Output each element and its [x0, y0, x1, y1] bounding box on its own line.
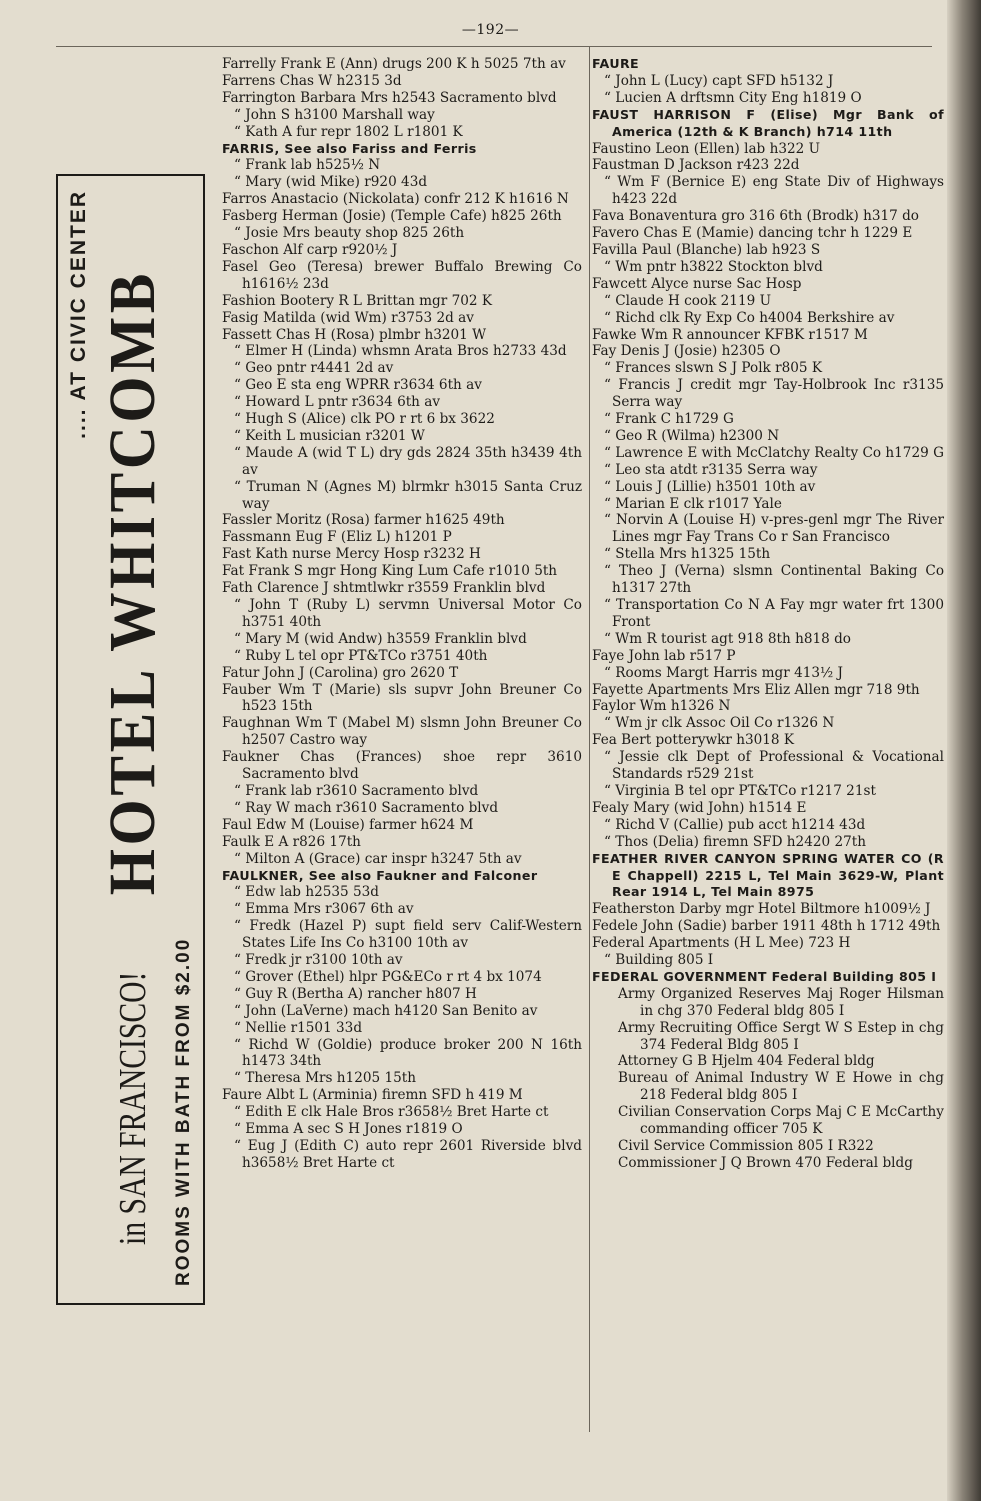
directory-entry: “ Eug J (Edith C) auto repr 2601 Riverside blvd h3658½ Bret Harte ct: [234, 1138, 582, 1171]
directory-entry: “ Rooms Margt Harris mgr 413½ J: [604, 664, 843, 681]
directory-entry: “ Frances slswn S J Polk r805 K: [604, 360, 823, 377]
column-divider: [589, 47, 590, 1432]
ad-hotel-name: HOTEL WHITCOMB: [95, 269, 169, 895]
right-directory-column: [592, 56, 944, 1172]
directory-entry: “ Elmer H (Linda) whsmn Arata Bros h2733 43d: [234, 343, 567, 360]
directory-entry: Federal Apartments (H L Mee) 723 H: [592, 935, 851, 952]
section-heading: FAUST HARRISON F (Elise) Mgr Bank of America (12th & K Branch) h714 11th: [592, 106, 944, 139]
directory-entry: “ Wm F (Bernice E) eng State Div of Highways h423 22d: [604, 174, 944, 208]
directory-entry: Fava Bonaventura gro 316 6th (Brodk) h317 do: [592, 208, 919, 225]
directory-entry: “ Fredk (Hazel P) supt field serv Calif-Western States Life Ins Co h3100 10th av: [234, 918, 582, 952]
directory-entry: “ Grover (Ethel) hlpr PG&ECo r rt 4 bx 1074: [234, 968, 542, 985]
directory-entry: “ Fredk jr r3100 10th av: [234, 952, 403, 969]
directory-entry: “ Emma A sec S H Jones r1819 O: [234, 1121, 463, 1138]
directory-entry: “ Lucien A drftsmn City Eng h1819 O: [604, 89, 862, 106]
directory-entry: “ Edw lab h2535 53d: [234, 884, 379, 901]
directory-entry: Fayette Apartments Mrs Eliz Allen mgr 718 9th: [592, 681, 920, 698]
directory-entry: “ Richd clk Ry Exp Co h4004 Berkshire av: [604, 309, 895, 326]
header-rule: [56, 46, 932, 47]
directory-entry: “ Mary (wid Mike) r920 43d: [234, 174, 428, 191]
directory-entry: “ Hugh S (Alice) clk PO r rt 6 bx 3622: [234, 411, 495, 428]
directory-entry: “ Kath A fur repr 1802 L r1801 K: [234, 123, 463, 140]
directory-entry: Fasel Geo (Teresa) brewer Buffalo Brewing Co h1616½ 23d: [222, 258, 582, 292]
directory-entry: Fealy Mary (wid John) h1514 E: [592, 799, 807, 816]
directory-entry: “ Virginia B tel opr PT&TCo r1217 21st: [604, 782, 876, 799]
directory-entry: Featherston Darby mgr Hotel Biltmore h1009½ J: [592, 901, 931, 918]
directory-entry: “ Theo J (Verna) slsmn Continental Baking Co h1317 27th: [604, 563, 944, 597]
directory-entry: Fawke Wm R announcer KFBK r1517 M: [592, 326, 868, 343]
directory-entry: “ Richd W (Goldie) produce broker 200 N 16th h1473 34th: [234, 1036, 582, 1070]
directory-entry: Fedele John (Sadie) barber 1911 48th h 1712 49th: [592, 918, 941, 935]
directory-entry: “ Keith L musician r3201 W: [234, 427, 425, 444]
directory-entry: Faschon Alf carp r920½ J: [222, 241, 398, 258]
directory-entry: Favero Chas E (Mamie) dancing tchr h 1229 E: [592, 225, 913, 242]
directory-entry: “ Leo sta atdt r3135 Serra way: [604, 461, 818, 478]
ad-location-line: .... AT CIVIC CENTER: [66, 189, 90, 439]
directory-entry: Faulk E A r826 17th: [222, 833, 361, 850]
directory-entry: Faye John lab r517 P: [592, 647, 736, 664]
directory-entry: Fatur John J (Carolina) gro 2620 T: [222, 664, 459, 681]
directory-entry: Fassett Chas H (Rosa) plmbr h3201 W: [222, 326, 487, 343]
directory-entry: “ Geo E sta eng WPRR r3634 6th av: [234, 377, 482, 394]
directory-entry: “ Geo R (Wilma) h2300 N: [604, 427, 780, 444]
directory-entry: “ Jessie clk Dept of Professional & Vocational Standards r529 21st: [604, 749, 944, 783]
directory-entry: Fashion Bootery R L Brittan mgr 702 K: [222, 292, 492, 309]
directory-entry: Faure Albt L (Arminia) firemn SFD h 419 M: [222, 1087, 523, 1104]
directory-entry: Fassler Moritz (Rosa) farmer h1625 49th: [222, 512, 505, 529]
directory-entry: “ Guy R (Bertha A) rancher h807 H: [234, 985, 477, 1002]
directory-entry: Attorney G B Hjelm 404 Federal bldg: [618, 1053, 875, 1070]
directory-entry: “ Frank C h1729 G: [604, 411, 734, 428]
directory-entry: “ Wm pntr h3822 Stockton blvd: [604, 258, 823, 275]
directory-entry: “ Richd V (Callie) pub acct h1214 43d: [604, 816, 866, 833]
section-heading: FEATHER RIVER CANYON SPRING WATER CO (R E Chappell) 2215 L, Tel Main 3629-W, Plant Rear 1914 L, Tel Main 8975: [592, 850, 944, 900]
directory-entry: “ John T (Ruby L) servmn Universal Motor Co h3751 40th: [234, 597, 582, 630]
directory-entry: “ Truman N (Agnes M) blrmkr h3015 Santa Cruz way: [234, 478, 582, 512]
directory-entry: Army Recruiting Office Sergt W S Estep in chg 374 Federal Bldg 805 I: [618, 1019, 944, 1053]
directory-entry: “ Building 805 I: [604, 952, 714, 969]
directory-entry: Fassmann Eug F (Eliz L) h1201 P: [222, 529, 452, 546]
directory-entry: Fay Denis J (Josie) h2305 O: [592, 343, 781, 360]
directory-entry: “ Francis J credit mgr Tay-Holbrook Inc r3135 Serra way: [604, 377, 944, 411]
section-heading: FEDERAL GOVERNMENT Federal Building 805 I: [592, 968, 937, 984]
directory-entry: Faukner Chas (Frances) shoe repr 3610 Sacramento blvd: [222, 749, 582, 783]
directory-entry: Fath Clarence J shtmtlwkr r3559 Franklin blvd: [222, 580, 546, 597]
directory-entry: Bureau of Animal Industry W E Howe in chg 218 Federal bldg 805 I: [618, 1070, 944, 1104]
directory-entry: “ John L (Lucy) capt SFD h5132 J: [604, 72, 834, 89]
directory-entry: Faul Edw M (Louise) farmer h624 M: [222, 816, 474, 833]
directory-entry: “ Wm jr clk Assoc Oil Co r1326 N: [604, 715, 835, 732]
advertisement-rotated-text: [61, 180, 201, 1300]
section-heading: FARRIS, See also Fariss and Ferris: [222, 140, 477, 156]
directory-entry: Farros Anastacio (Nickolata) confr 212 K h1616 N: [222, 191, 569, 208]
directory-entry: Favilla Paul (Blanche) lab h923 S: [592, 241, 821, 258]
directory-entry: “ John (LaVerne) mach h4120 San Benito av: [234, 1002, 538, 1019]
ad-rates-line: ROOMS WITH BATH FROM $2.00: [172, 937, 194, 1286]
directory-entry: Faustino Leon (Ellen) lab h322 U: [592, 140, 821, 157]
directory-entry: “ Louis J (Lillie) h3501 10th av: [604, 478, 816, 495]
directory-entry: Fawcett Alyce nurse Sac Hosp: [592, 275, 802, 292]
hotel-advertisement: [56, 174, 205, 1305]
directory-entry: “ Wm R tourist agt 918 8th h818 do: [604, 630, 851, 647]
directory-entry: “ Edith E clk Hale Bros r3658½ Bret Harte ct: [234, 1104, 549, 1121]
directory-entry: Civil Service Commission 805 I R322: [618, 1138, 874, 1154]
directory-entry: “ Maude A (wid T L) dry gds 2824 35th h3439 4th av: [234, 444, 582, 478]
directory-entry: “ Milton A (Grace) car inspr h3247 5th av: [234, 850, 522, 867]
directory-entry: “ Howard L pntr r3634 6th av: [234, 394, 441, 411]
directory-entry: Fasig Matilda (wid Wm) r3753 2d av: [222, 309, 474, 326]
page-number: —192—: [461, 22, 520, 38]
directory-entry: “ Mary M (wid Andw) h3559 Franklin blvd: [234, 630, 527, 647]
directory-entry: “ Ruby L tel opr PT&TCo r3751 40th: [234, 647, 488, 664]
directory-entry: Commissioner J Q Brown 470 Federal bldg: [618, 1154, 913, 1171]
directory-entry: “ Thos (Delia) firemn SFD h2420 27th: [604, 833, 866, 850]
ad-title-line: [97, 180, 169, 1300]
directory-entry: Fasberg Herman (Josie) (Temple Cafe) h825 26th: [222, 208, 562, 225]
section-heading: FAURE: [592, 56, 640, 71]
directory-entry: Farrington Barbara Mrs h2543 Sacramento blvd: [222, 89, 557, 106]
left-directory-column: [222, 56, 582, 1172]
directory-entry: Faylor Wm h1326 N: [592, 698, 731, 715]
book-page-edge: [947, 0, 981, 1501]
directory-entry: “ Stella Mrs h1325 15th: [604, 546, 771, 563]
directory-entry: Fea Bert potterywkr h3018 K: [592, 732, 795, 749]
directory-entry: “ Lawrence E with McClatchy Realty Co h1729 G: [604, 444, 944, 461]
directory-entry: Fat Frank S mgr Hong King Lum Cafe r1010 5th: [222, 563, 558, 580]
directory-entry: Farrelly Frank E (Ann) drugs 200 K h 5025 7th av: [222, 56, 566, 72]
directory-entry: “ Nellie r1501 33d: [234, 1019, 363, 1036]
directory-entry: “ Norvin A (Louise H) v-pres-genl mgr The River Lines mgr Fay Trans Co r San Francisco: [604, 512, 944, 546]
directory-entry: “ Geo pntr r4441 2d av: [234, 360, 394, 377]
directory-entry: “ Frank lab h525½ N: [234, 157, 381, 174]
directory-entry: Fast Kath nurse Mercy Hosp r3232 H: [222, 546, 481, 563]
section-heading: FAULKNER, See also Faukner and Falconer: [222, 867, 538, 883]
directory-entry: “ Marian E clk r1017 Yale: [604, 495, 782, 512]
directory-entry: Army Organized Reserves Maj Roger Hilsman in chg 370 Federal bldg 805 I: [618, 985, 944, 1019]
directory-entry: Farrens Chas W h2315 3d: [222, 72, 402, 89]
directory-entry: “ Transportation Co N A Fay mgr water frt 1300 Front: [604, 597, 944, 630]
directory-entry: “ Frank lab r3610 Sacramento blvd: [234, 782, 479, 799]
directory-entry: “ Theresa Mrs h1205 15th: [234, 1070, 416, 1087]
directory-entry: Civilian Conservation Corps Maj C E McCarthy commanding officer 705 K: [618, 1104, 944, 1138]
directory-entry: “ Emma Mrs r3067 6th av: [234, 901, 414, 918]
directory-entry: Faustman D Jackson r423 22d: [592, 157, 800, 174]
ad-city: in SAN FRANCISCO!: [111, 970, 154, 1245]
directory-entry: Faughnan Wm T (Mabel M) slsmn John Breuner Co h2507 Castro way: [222, 715, 582, 749]
directory-entry: “ Ray W mach r3610 Sacramento blvd: [234, 799, 499, 816]
directory-entry: “ Claude H cook 2119 U: [604, 292, 772, 309]
directory-entry: “ John S h3100 Marshall way: [234, 106, 435, 123]
directory-entry: “ Josie Mrs beauty shop 825 26th: [234, 225, 465, 242]
directory-entry: Fauber Wm T (Marie) sls supvr John Breuner Co h523 15th: [222, 681, 582, 715]
